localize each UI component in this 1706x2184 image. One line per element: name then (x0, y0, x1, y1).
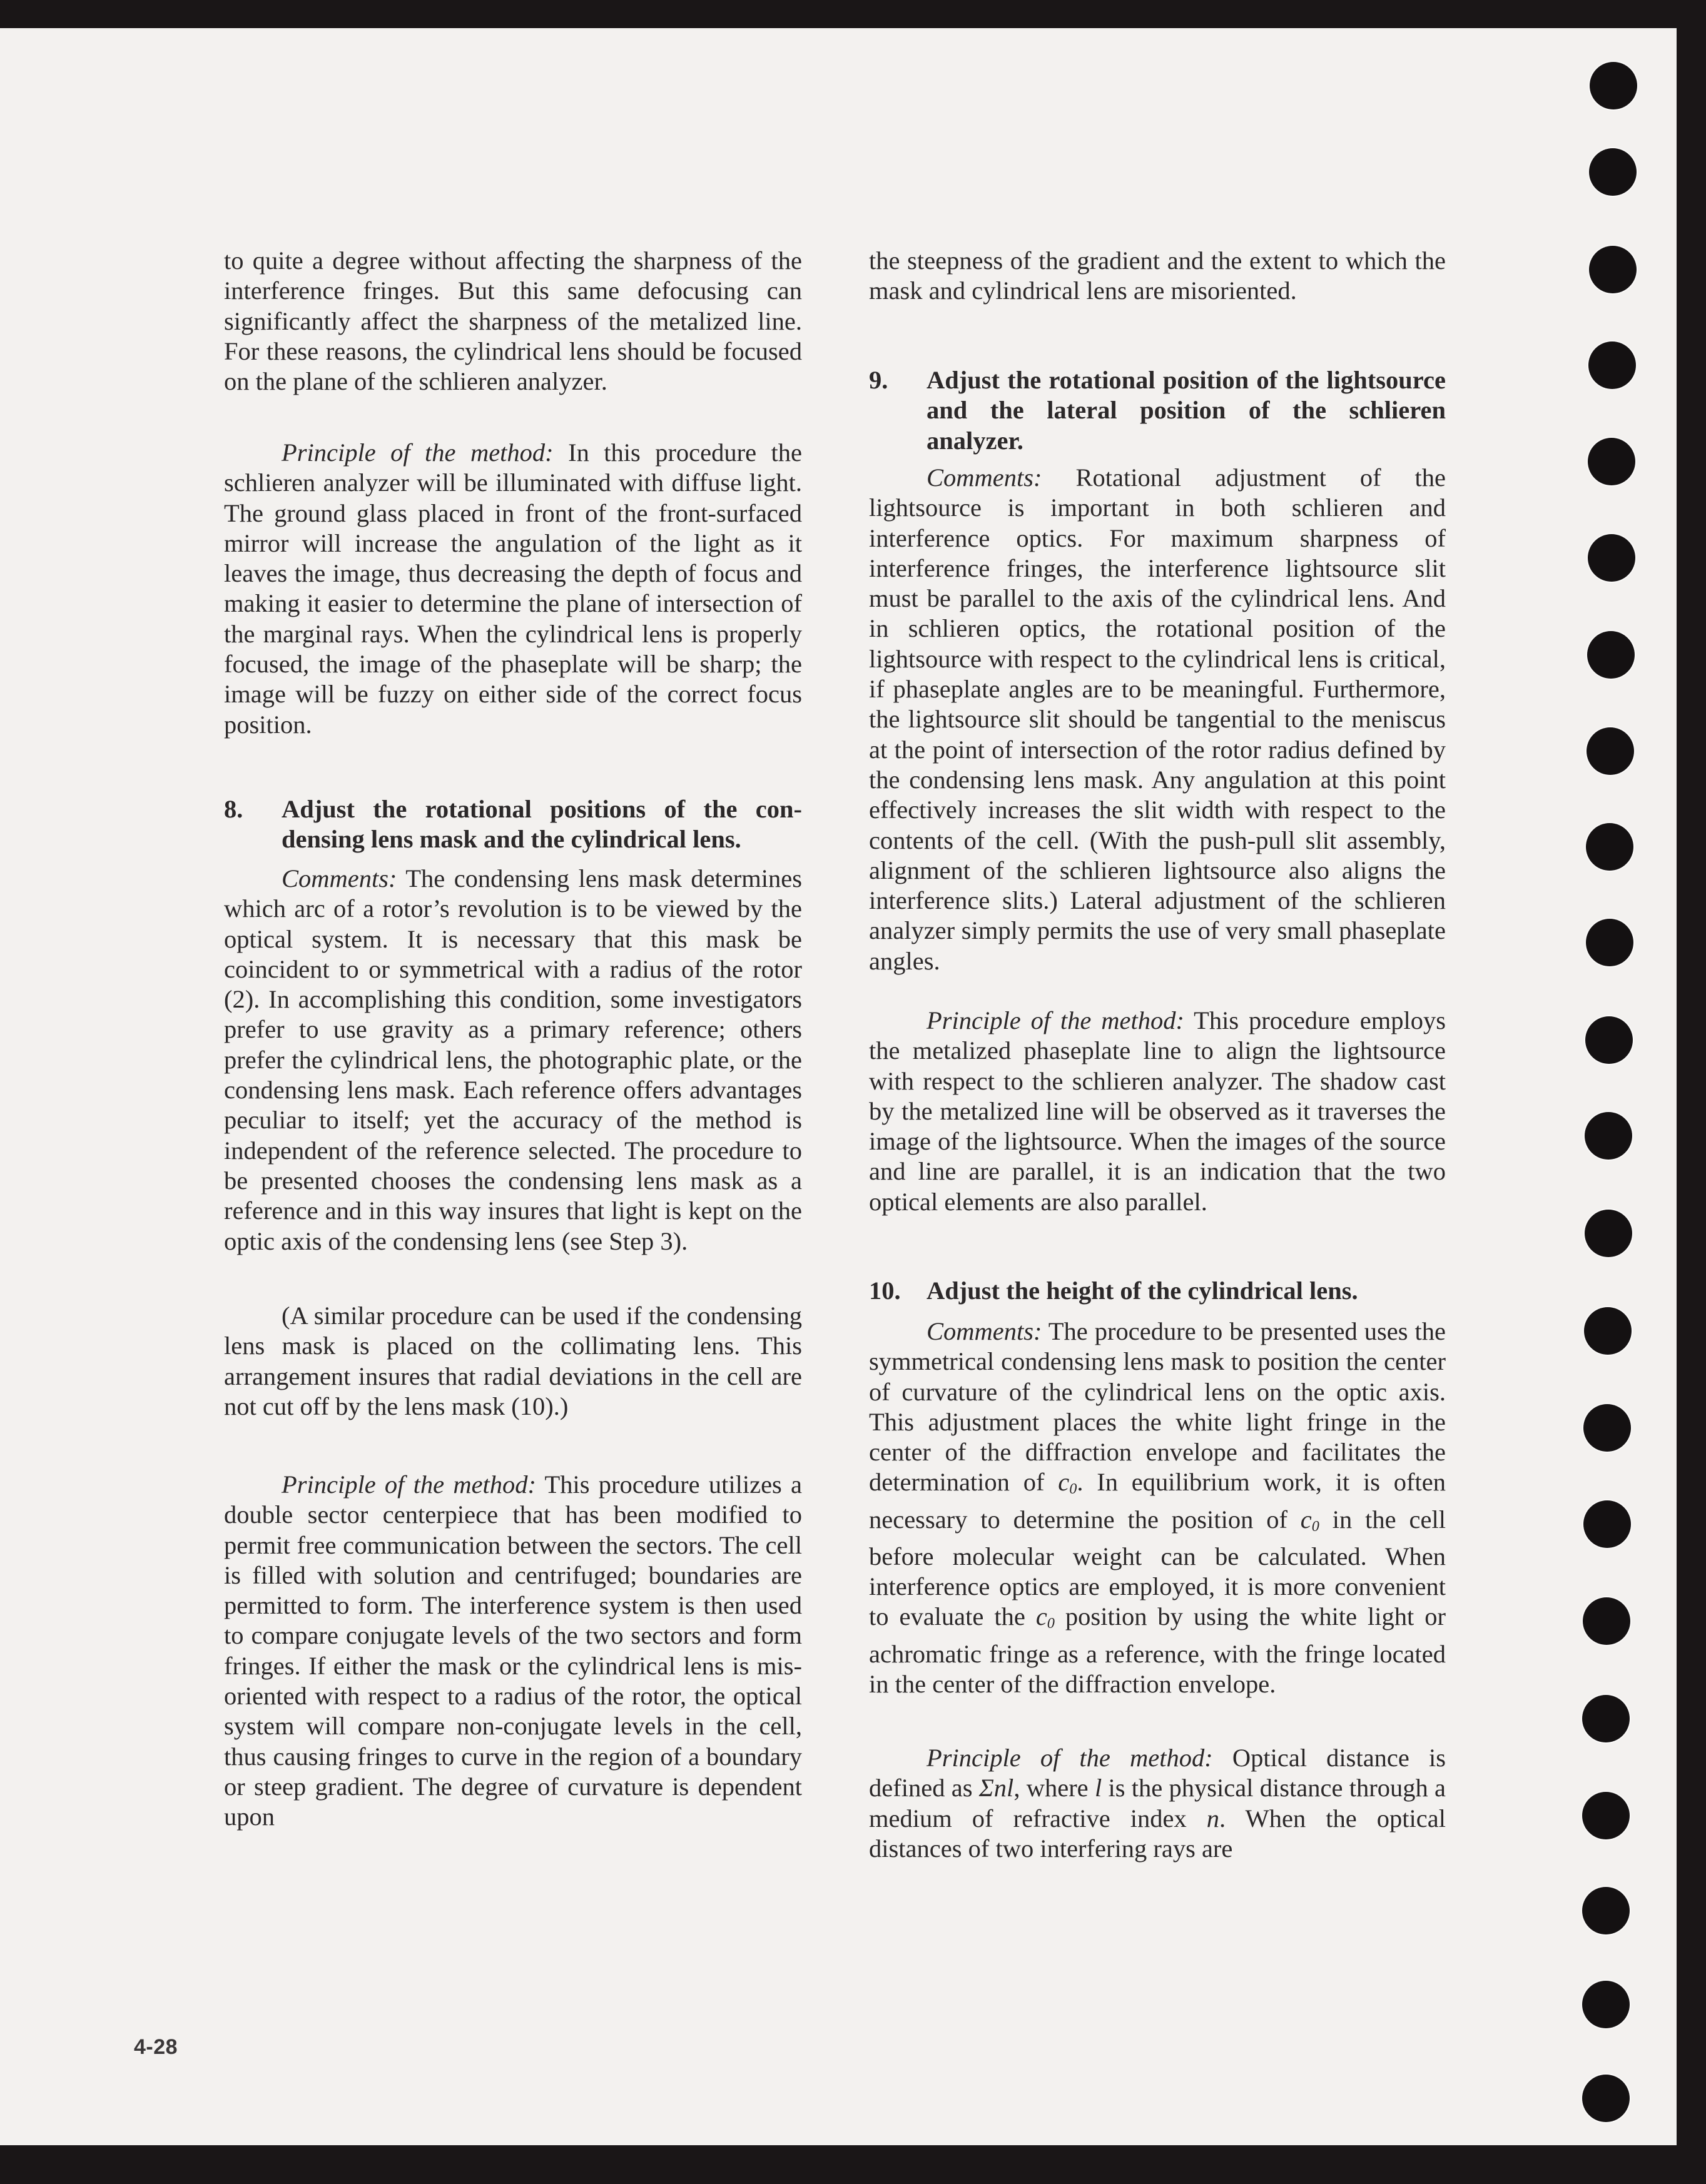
c0-subscript: 0 (1069, 1480, 1077, 1498)
step-title: Adjust the rotational position of the lightsource and the lateral position of the schlieren analyzer. (927, 366, 1446, 455)
paragraph: the steepness of the gradient and the extent to which the mask and cylindrical lens are misoriented. (869, 246, 1446, 305)
comments-label: Comments: (282, 864, 397, 892)
binder-hole-icon (1586, 823, 1633, 871)
binder-hole-icon (1582, 1695, 1630, 1742)
binder-hole-icon (1588, 341, 1636, 389)
paragraph (869, 1743, 1446, 1864)
sum-nl-expression: Σnl (978, 1774, 1014, 1802)
paragraph-text: is the physical distance through a medium of refractive index (869, 1774, 1446, 1833)
right-column-para-1 (869, 246, 1446, 306)
c0-symbol: c (1300, 1505, 1312, 1534)
step-10-heading (869, 1276, 1446, 1306)
paragraph: to quite a degree without affecting the sharpness of the interference fringes. But this same defocusing can significantly affect the sharpness of the metalized line. For these reasons, the cylindrical lens should be focused on the plane of the schlieren analyzer. (224, 246, 802, 396)
right-column-principle-10 (869, 1743, 1446, 1864)
comments-label: Comments: (927, 463, 1042, 492)
paragraph (224, 864, 802, 1256)
c0-symbol: c (1058, 1468, 1070, 1497)
paragraph (224, 438, 802, 740)
paragraph-text: position by using the white light or achromatic fringe as a reference, with the fringe located in the center of the diffraction envelope. (869, 1602, 1446, 1698)
c0-subscript: 0 (1311, 1517, 1319, 1535)
principle-label: Principle of the method: (282, 438, 554, 467)
binder-hole-icon (1585, 1112, 1632, 1160)
scan-border-top (0, 0, 1706, 28)
paragraph-text: In this procedure the schlieren analyzer will be illuminated with diffuse light. The ground glass placed in front of the front-surfaced mirror will increase the angulation of the light as it leaves the image, thus decreasing the depth of focus and making it easier to determine the plane of intersection of the marginal rays. When the cylindrical lens is properly focused, the image of the phaseplate will be sharp; the image will be fuzzy on either side of the correct focus position. (224, 438, 802, 739)
paragraph-text: . When the optical distances of two interfering rays are (869, 1804, 1446, 1863)
paragraph (869, 1006, 1446, 1217)
binder-hole-icon (1582, 1792, 1630, 1839)
comments-label: Comments: (927, 1317, 1042, 1345)
binder-hole-icon (1590, 62, 1637, 109)
principle-label: Principle of the method: (927, 1744, 1213, 1772)
binder-hole-icon (1582, 2075, 1630, 2122)
binder-hole-icon (1582, 1887, 1630, 1934)
left-column-principle-8 (224, 1470, 802, 1833)
binder-hole-icon (1585, 1016, 1633, 1064)
paragraph-text: Rotational adjustment of the lightsource is important in both schlieren and interference optics. For maximum sharpness of interference fringes, the interference lightsource slit must be parallel to the axis of the cylindrical lens. And in schlieren optics, the rotational position of the lightsource with respect to the cylindrical lens is critical, if phaseplate angles are to be meaningful. Furthermore, the lightsource slit should be tangential to the meniscus at the point of intersection of the rotor radius defined by the condensing lens mask. Any angulation at this point effectively increases the slit width with respect to the contents of the cell. (With the push-pull slit assembly, alignment of the schlieren lightsource also aligns the interference slits.) Lateral adjustment of the schlieren analyzer simply permits the use of very small phaseplate angles. (869, 463, 1446, 975)
right-column-comments-10 (869, 1317, 1446, 1699)
right-column-principle-9 (869, 1006, 1446, 1217)
paragraph (224, 1470, 802, 1833)
binder-hole-icon (1589, 148, 1637, 196)
paragraph (869, 463, 1446, 976)
binder-hole-icon (1583, 1500, 1631, 1548)
binder-hole-icon (1587, 727, 1634, 775)
step-title: Adjust the height of the cylindrical lens. (927, 1277, 1358, 1305)
binder-hole-icon (1583, 1404, 1631, 1452)
left-column-comments-8 (224, 864, 802, 1256)
page-number: 4-28 (134, 2035, 178, 2059)
paragraph-text: This procedure employs the metalized phaseplate line to align the lightsource with respect to the schlieren analyzer. The shadow cast by the metalized line will be observed as it traverses the image of the lightsource. When the images of the source and line are parallel, it is an indication that the two optical elements are also parallel. (869, 1006, 1446, 1216)
paragraph-text: The procedure to be presented uses the symmetrical condensing lens mask to position the center of curvature of the cylindrical lens on the optic axis. This adjustment places the white light fringe in the center of the diffraction envelope and facilitates the determination of (869, 1317, 1446, 1497)
step-9-heading (869, 365, 1446, 456)
binder-hole-icon (1582, 1981, 1630, 2028)
principle-label: Principle of the method: (282, 1470, 537, 1499)
binder-hole-icon (1589, 246, 1637, 293)
paragraph: (A similar procedure can be used if the condensing lens mask is placed on the collimating lens. This arrangement insures that radial deviations in the cell are not cut off by the lens mask (10).) (224, 1302, 802, 1420)
left-column-principle-7 (224, 438, 802, 740)
step-number: 8. (224, 795, 243, 823)
paragraph-text: Optical distance is defined as (869, 1744, 1446, 1802)
principle-label: Principle of the method: (927, 1006, 1184, 1034)
c0-subscript: 0 (1047, 1615, 1055, 1632)
right-column-comments-9 (869, 463, 1446, 976)
paragraph-text: , where (1013, 1774, 1095, 1802)
scan-border-bottom (0, 2145, 1706, 2184)
binder-hole-icon (1588, 534, 1635, 582)
paragraph-text: . In equilibrium work, it is often necessary to determine the position of (869, 1468, 1446, 1534)
left-column-para-1 (224, 246, 802, 397)
binder-hole-icon (1583, 1597, 1630, 1645)
binder-hole-icon (1587, 631, 1635, 679)
left-column-note-8 (224, 1301, 802, 1422)
paragraph (869, 1317, 1446, 1699)
step-title: Adjust the rotational positions of the condensing lens mask and the cylindrical lens. (282, 795, 802, 854)
binder-hole-icon (1588, 438, 1635, 485)
paragraph-text: This procedure utilizes a double sector centerpiece that has been modified to permit free communication between the sectors. The cell is filled with solution and centrifuged; boundaries are permitted to form. The interference system is then used to compare conjugate levels of the two sectors and form fringes. If either the mask or the cylindrical lens is mis-oriented with respect to a radius of the rotor, the optical system will compare non-conjugate levels in the cell, thus causing fringes to curve in the region of a boundary or steep gradient. The degree of curvature is dependent upon (224, 1470, 802, 1831)
variable-n: n (1206, 1804, 1220, 1833)
step-number: 10. (869, 1277, 901, 1305)
variable-l: l (1094, 1774, 1102, 1802)
paragraph-text: in the cell before molecular weight can be calculated. When interference optics are employed, it is more convenient to evaluate the (869, 1505, 1446, 1631)
c0-symbol: c (1035, 1602, 1047, 1631)
binder-hole-icon (1584, 1307, 1632, 1355)
binder-hole-icon (1585, 1210, 1632, 1257)
step-number: 9. (869, 366, 888, 394)
binder-hole-icon (1586, 919, 1633, 966)
scan-border-right (1677, 0, 1706, 2184)
paragraph-text: The condensing lens mask determines which arc of a rotor’s revolution is to be viewed by the optical system. It is necessary that this mask be coincident to or symmetrical with a radius of the rotor (2). In accomplishing this condition, some investigators prefer to use gravity as a primary reference; others prefer the cylindrical lens, the photographic plate, or the condensing lens mask. Each reference offers advantages peculiar to itself; yet the accuracy of the method is independent of the reference selected. The procedure to be presented chooses the condensing lens mask as a reference and in this way insures that light is kept on the optic axis of the condensing lens (see Step 3). (224, 864, 802, 1255)
step-8-heading (224, 794, 802, 855)
